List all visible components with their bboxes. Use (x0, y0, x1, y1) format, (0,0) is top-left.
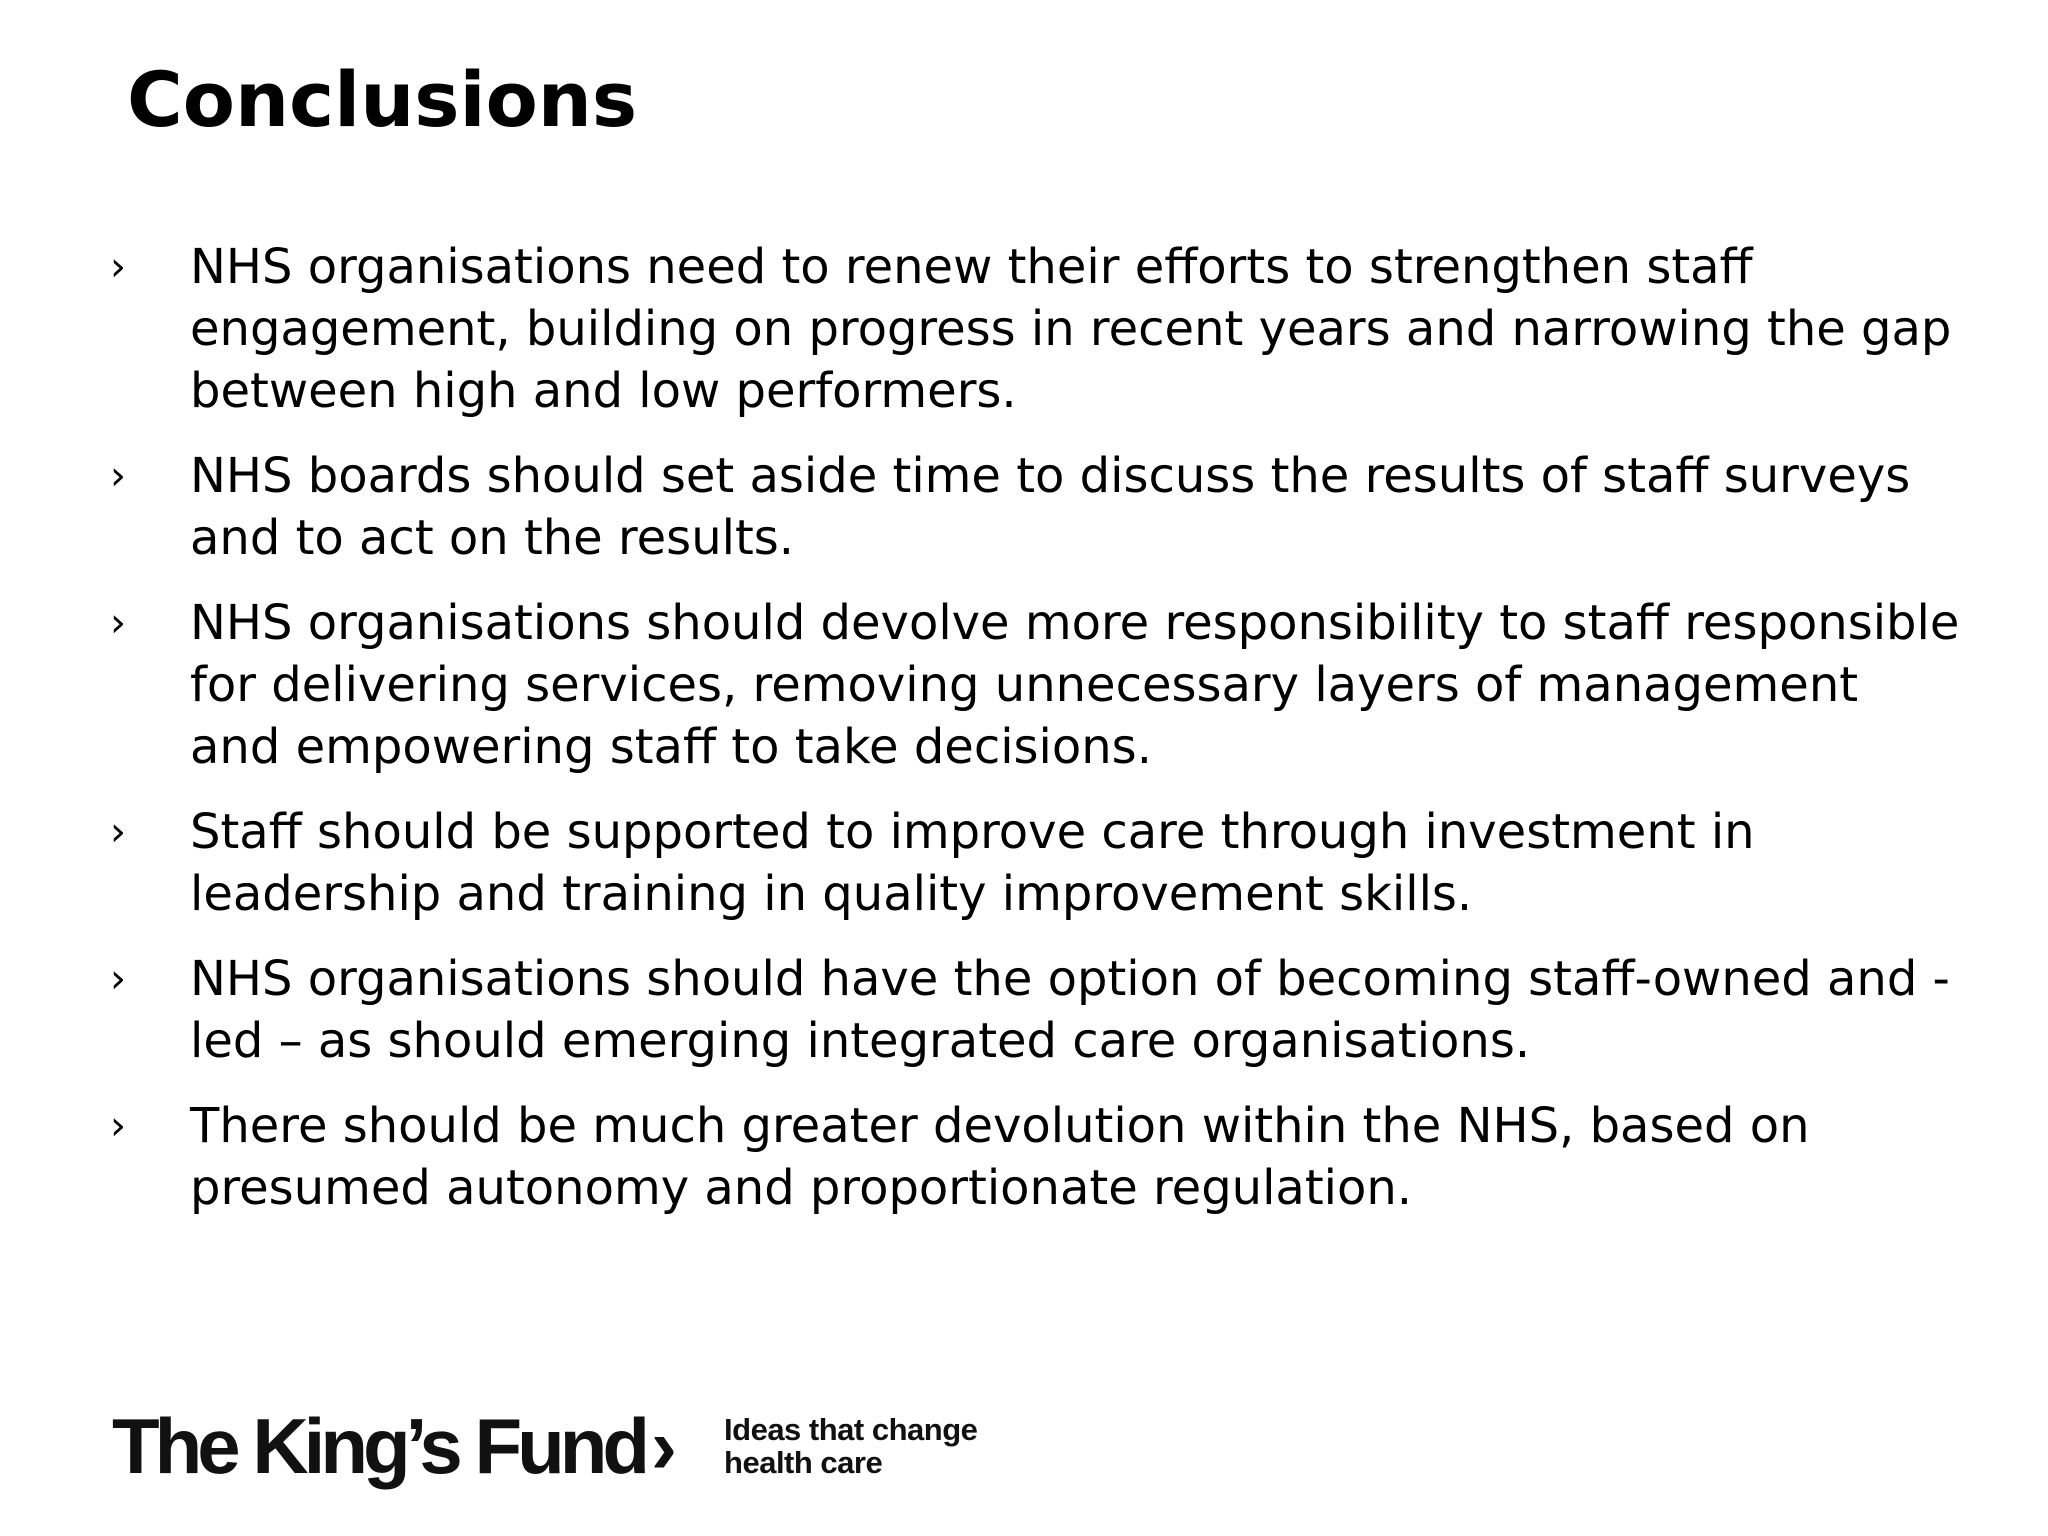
tagline (724, 1413, 977, 1479)
bullet-text: NHS organisations need to renew their efforts to strengthen staff engagement, building on progress in recent years and narrowing the gap between high and low performers. (190, 239, 1952, 419)
bullet-marker-icon: › (110, 956, 126, 1002)
conclusions-list (110, 236, 1960, 1242)
list-item (110, 592, 1960, 778)
bullet-text: NHS organisations should have the option of becoming staff-owned and -led – as should emerging integrated care organisations. (190, 951, 1950, 1069)
logo-text: The King’s Fund (112, 1402, 646, 1490)
bullet-marker-icon: › (110, 600, 126, 646)
tagline-line-1: Ideas that change (724, 1412, 978, 1447)
bullet-text: There should be much greater devolution within the NHS, based on presumed autonomy and proportionate regulation. (190, 1098, 1810, 1216)
slide-title: Conclusions (127, 55, 638, 144)
bullet-marker-icon: › (110, 1103, 126, 1149)
bullet-text: Staff should be supported to improve care through investment in leadership and training in quality improvement skills. (190, 804, 1755, 922)
list-item (110, 948, 1960, 1072)
footer (112, 1396, 977, 1496)
logo-chevron-icon: › (651, 1402, 673, 1490)
bullet-marker-icon: › (110, 809, 126, 855)
bullet-text: NHS organisations should devolve more responsibility to staff responsible for delivering services, removing unnecessary layers of management and empowering staff to take decisions. (190, 595, 1960, 775)
list-item (110, 1095, 1960, 1219)
bullet-marker-icon: › (110, 244, 126, 290)
list-item (110, 801, 1960, 925)
kings-fund-logo (112, 1401, 672, 1491)
tagline-line-2: health care (724, 1445, 883, 1480)
bullet-marker-icon: › (110, 453, 126, 499)
bullet-text: NHS boards should set aside time to discuss the results of staff surveys and to act on the results. (190, 448, 1911, 566)
list-item (110, 236, 1960, 422)
list-item (110, 445, 1960, 569)
